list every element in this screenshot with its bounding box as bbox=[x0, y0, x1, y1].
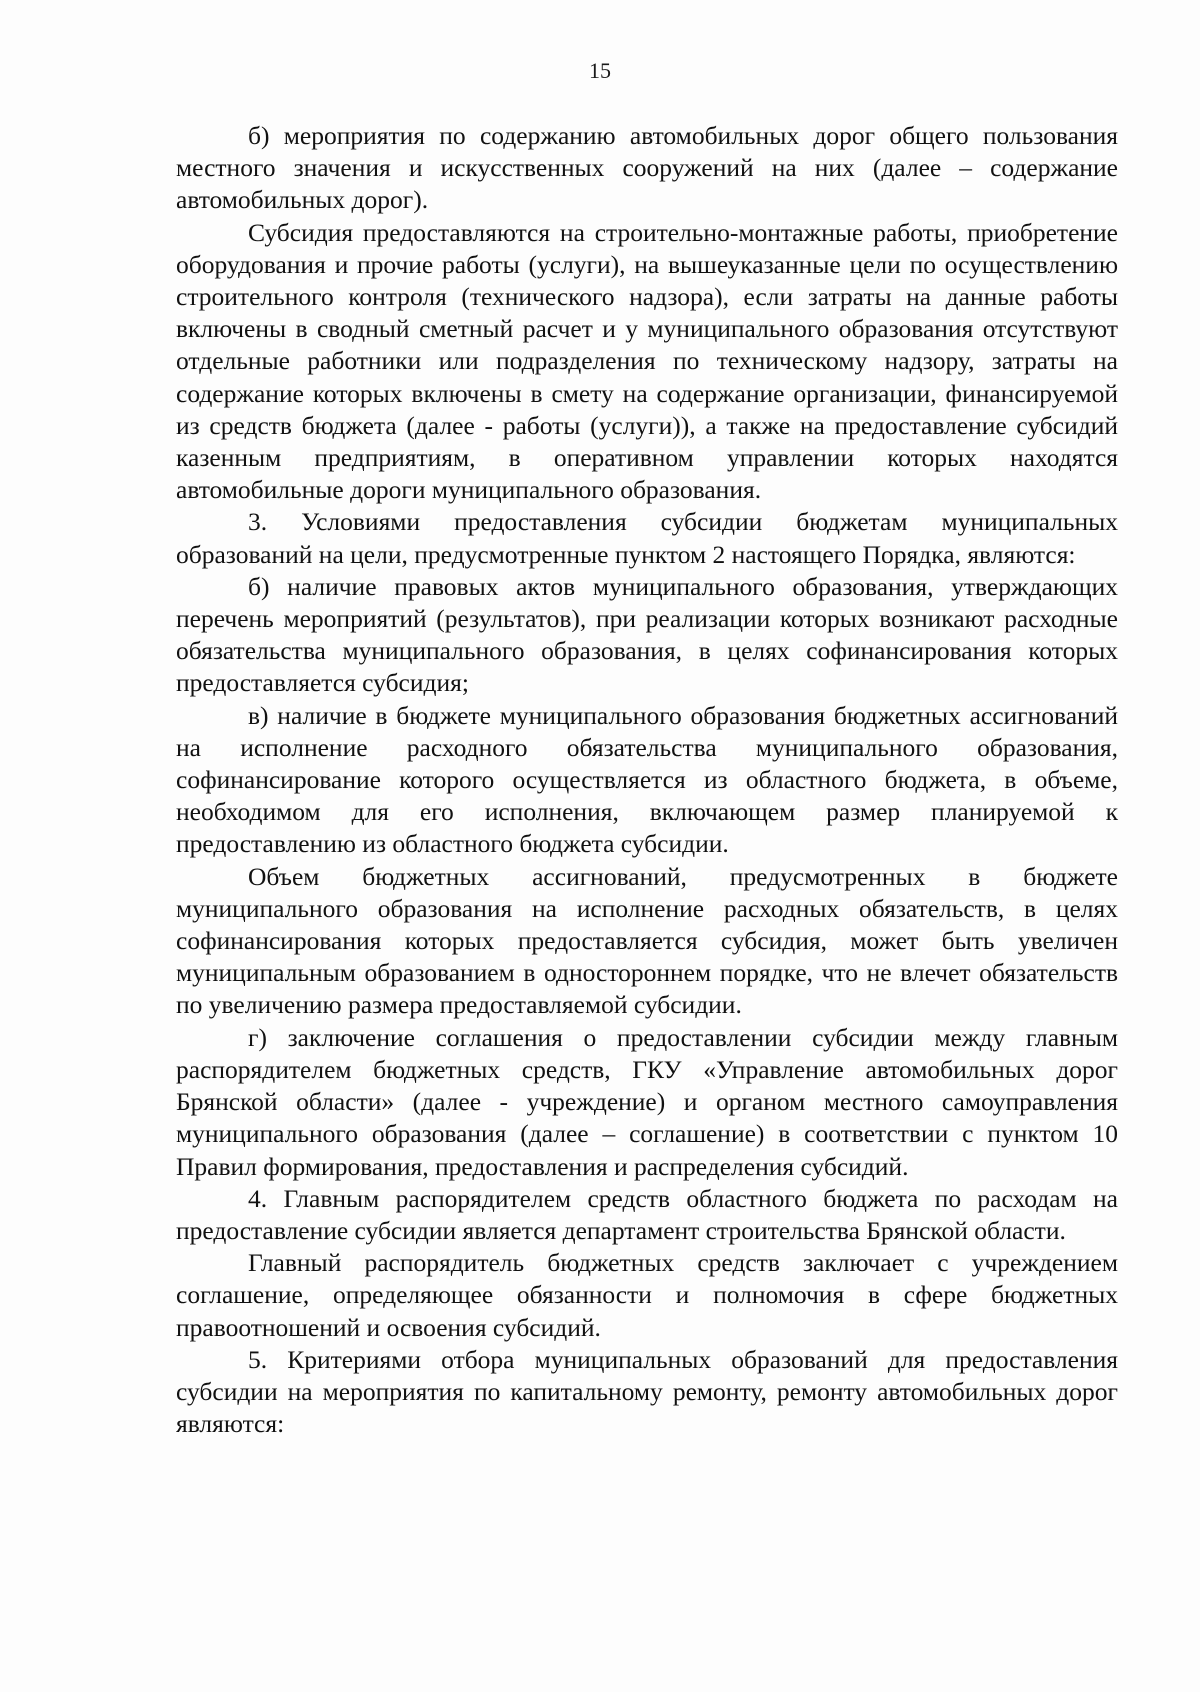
paragraph-subsidy-works: Субсидия предоставляются на строительно-монтажные работы, приобретение оборудования и прочие работы (услуги), на вышеуказанные цели по осуществлению строительного контроля (технического надзора), если затраты на данные работы включены в сводный сметный расчет и у муниципального образования отсутствуют отдельные работники или подразделения по техническому надзору, затраты на содержание которых включены в смету на содержание организации, финансируемой из средств бюджета (далее - работы (услуги)), а также на предоставление субсидий казенным предприятиям, в оперативном управлении которых находятся автомобильные дороги муниципального образования. bbox=[176, 217, 1118, 505]
paragraph-section-4-distributor: 4. Главным распорядителем средств областного бюджета по расходам на предоставление субсидии является департамент строительства Брянской области. bbox=[176, 1183, 1118, 1245]
paragraph-section-5-criteria: 5. Критериями отбора муниципальных образований для предоставления субсидии на мероприятия по капитальному ремонту, ремонту автомобильных дорог являются: bbox=[176, 1344, 1118, 1439]
page-number: 15 bbox=[589, 58, 611, 83]
paragraph-condition-v: в) наличие в бюджете муниципального образования бюджетных ассигнований на исполнение расходного обязательства муниципального образования, софинансирование которого осуществляется из областного бюджета, в объеме, необходимом для его исполнения, включающем размер планируемой к предоставлению из областного бюджета субсидии. bbox=[176, 700, 1118, 859]
paragraph-condition-b: б) наличие правовых актов муниципального образования, утверждающих перечень мероприятий (результатов), при реализации которых возникают расходные обязательства муниципального образования, в целях софинансирования которых предоставляется субсидия; bbox=[176, 571, 1118, 698]
paragraph-budget-volume: Объем бюджетных ассигнований, предусмотренных в бюджете муниципального образования на исполнение расходных обязательств, в целях софинансирования которых предоставляется субсидия, может быть увеличен муниципальным образованием в одностороннем порядке, что не влечет обязательств по увеличению размера предоставляемой субсидии. bbox=[176, 861, 1118, 1020]
paragraph-distributor-agreement: Главный распорядитель бюджетных средств заключает с учреждением соглашение, определяющее обязанности и полномочия в сфере бюджетных правоотношений и освоения субсидий. bbox=[176, 1248, 1118, 1342]
document-body bbox=[176, 120, 1118, 1440]
paragraph-section-3-conditions: 3. Условиями предоставления субсидии бюджетам муниципальных образований на цели, предусмотренные пунктом 2 настоящего Порядка, являются: bbox=[176, 507, 1118, 569]
paragraph-condition-g: г) заключение соглашения о предоставлении субсидии между главным распорядителем бюджетных средств, ГКУ «Управление автомобильных дорог Брянской области» (далее - учреждение) и органом местного самоуправления муниципального образования (далее – соглашение) в соответствии с пунктом 10 Правил формирования, предоставления и распределения субсидий. bbox=[176, 1022, 1118, 1181]
paragraph-item-b-maintenance: б) мероприятия по содержанию автомобильных дорог общего пользования местного значения и искусственных сооружений на них (далее – содержание автомобильных дорог). bbox=[176, 121, 1118, 215]
